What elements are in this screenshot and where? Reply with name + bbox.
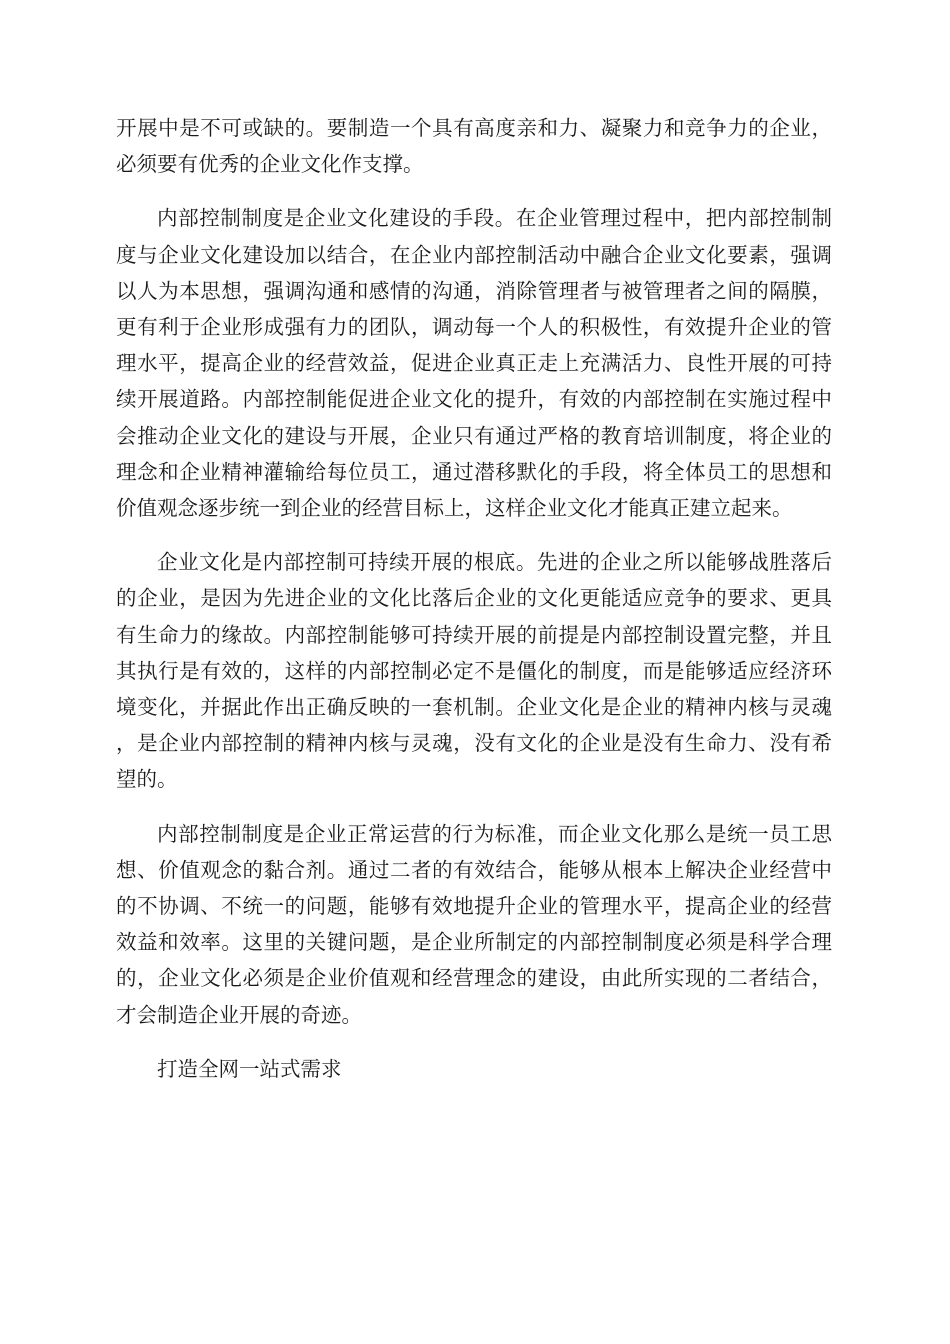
paragraph-culture-foundation: 企业文化是内部控制可持续开展的根底。先进的企业之所以能够战胜落后的企业，是因为先进企业的文化比落后企业的文化更能适应竞争的要求、更具有生命力的缘故。内部控制能够可持续开展的前提是内部控制设置完整，并且其执行是有效的，这样的内部控制必定不是僵化的制度，而是能够适应经济环境变化，并据此作出正确反映的一套机制。企业文化是企业的精神内核与灵魂，是企业内部控制的精神内核与灵魂，没有文化的企业是没有生命力、没有希望的。 xyxy=(116,550,832,792)
paragraph-footer-note: 打造全网一站式需求 xyxy=(157,1056,342,1081)
paragraph-standard-and-adhesive: 内部控制制度是企业正常运营的行为标准，而企业文化那么是统一员工思想、价值观念的黏合剂。通过二者的有效结合，能够从根本上解决企业经营中的不协调、不统一的问题，能够有效地提升企业的管理水平，提高企业的经营效益和效率。这里的关键问题，是企业所制定的内部控制制度必须是科学合理的，企业文化必须是企业价值观和经营理念的建设，由此所实现的二者结合，才会制造企业开展的奇迹。 xyxy=(116,821,832,1027)
document-page xyxy=(116,110,832,1105)
paragraph-continuation: 开展中是不可或缺的。要制造一个具有高度亲和力、凝聚力和竞争力的企业，必须要有优秀的企业文化作支撑。 xyxy=(116,116,832,177)
paragraph-internal-control-means: 内部控制制度是企业文化建设的手段。在企业管理过程中，把内部控制制度与企业文化建设加以结合，在企业内部控制活动中融合企业文化要素，强调以人为本思想，强调沟通和感情的沟通，消除管理者与被管理者之间的隔膜，更有利于企业形成强有力的团队，调动每一个人的积极性，有效提升企业的管理水平，提高企业的经营效益，促进企业真正走上充满活力、良性开展的可持续开展道路。内部控制能促进企业文化的提升，有效的内部控制在实施过程中会推动企业文化的建设与开展，企业只有通过严格的教育培训制度，将企业的理念和企业精神灌输给每位员工，通过潜移默化的手段，将全体员工的思想和价值观念逐步统一到企业的经营目标上，这样企业文化才能真正建立起来。 xyxy=(116,206,832,521)
